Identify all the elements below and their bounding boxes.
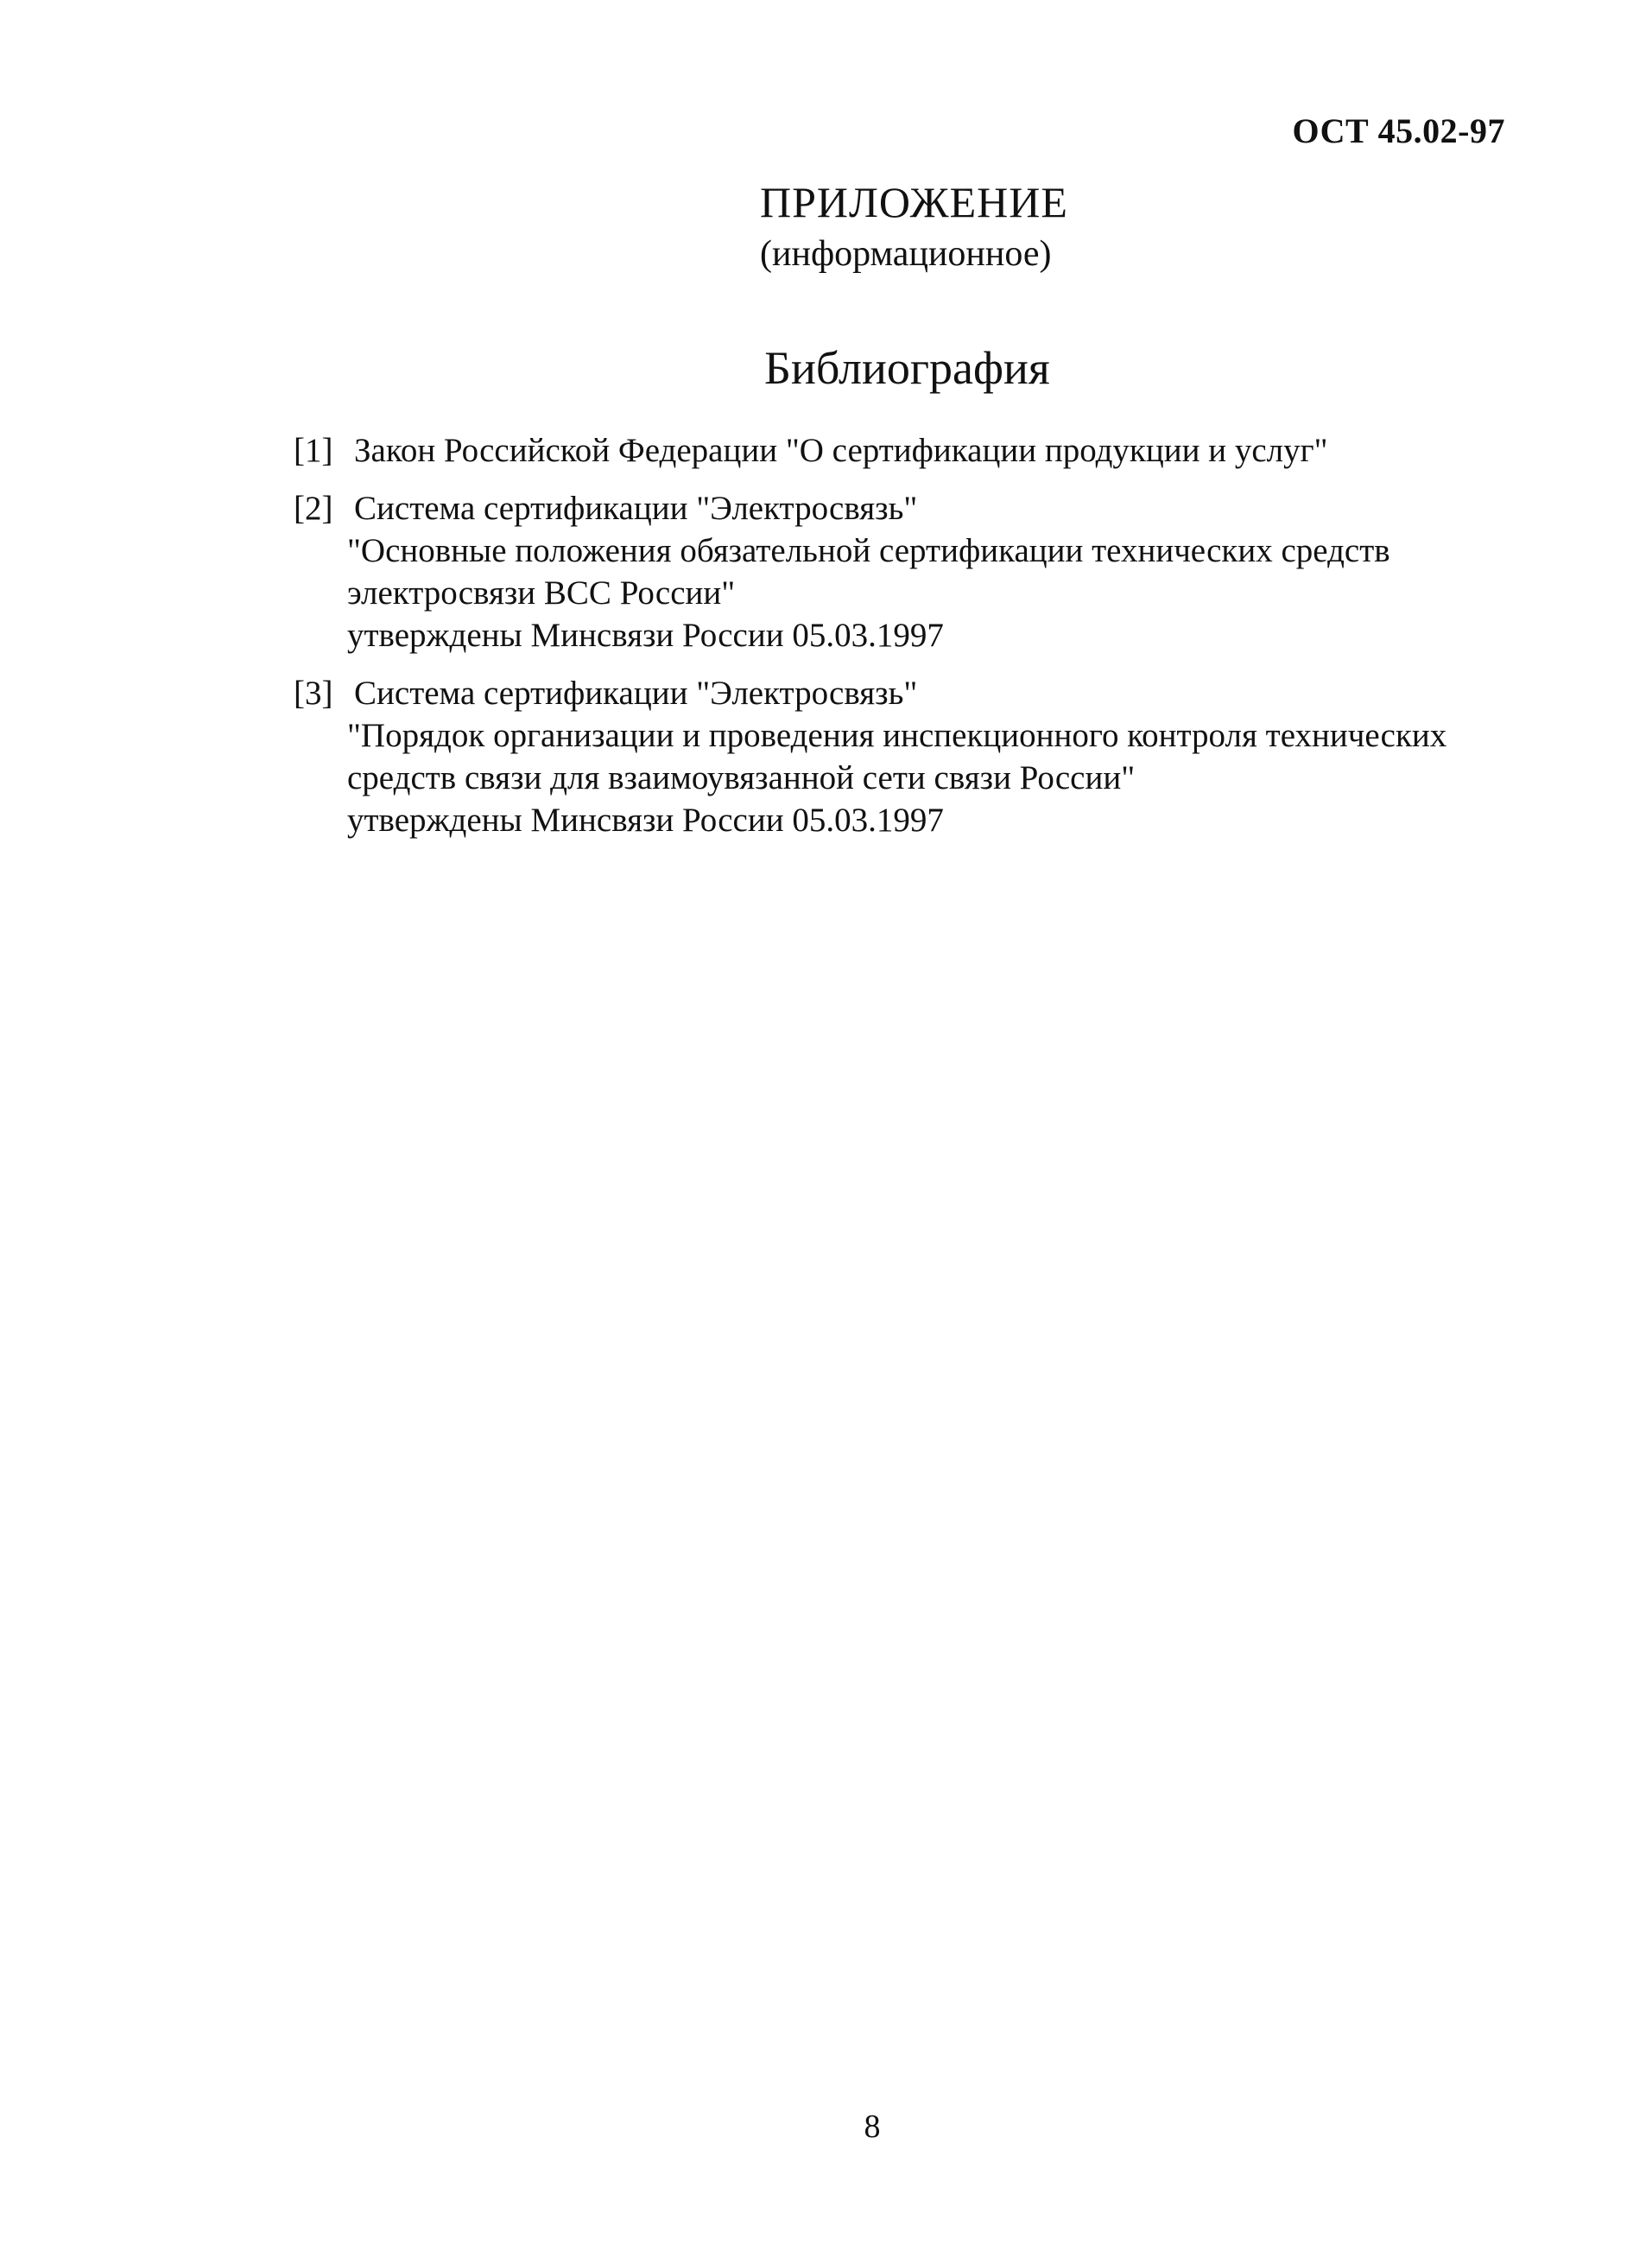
entry-line: Система сертификации "Электросвязь" [354, 490, 918, 527]
bibliography-entry [294, 672, 1520, 841]
entry-line: "Порядок организации и проведения инспекционного контроля технических [347, 717, 1447, 754]
entry-line: средств связи для взаимоувязанной сети связи России" [347, 759, 1136, 796]
entry-number: [2] [294, 490, 333, 527]
entry-line: Система сертификации "Электросвязь" [354, 675, 918, 712]
entry-line: "Основные положения обязательной сертификации технических средств [347, 532, 1390, 569]
entry-line: электросвязи ВСС России" [347, 574, 736, 612]
entry-line: утверждены Минсвязи России 05.03.1997 [347, 802, 944, 839]
bibliography-list [294, 429, 1520, 857]
bibliography-entry [294, 429, 1520, 472]
entry-number: [1] [294, 432, 333, 469]
document-code: ОСТ 45.02-97 [1292, 111, 1505, 150]
entry-line: утверждены Минсвязи России 05.03.1997 [347, 617, 944, 654]
page-number: 8 [864, 2109, 881, 2145]
section-title: Библиография [764, 342, 1050, 394]
entry-line: Закон Российской Федерации "О сертификации продукции и услуг" [354, 432, 1328, 469]
appendix-subtitle: (информационное) [760, 234, 1052, 274]
bibliography-entry [294, 487, 1520, 656]
entry-number: [3] [294, 675, 333, 712]
appendix-title: ПРИЛОЖЕНИЕ [760, 178, 1068, 226]
